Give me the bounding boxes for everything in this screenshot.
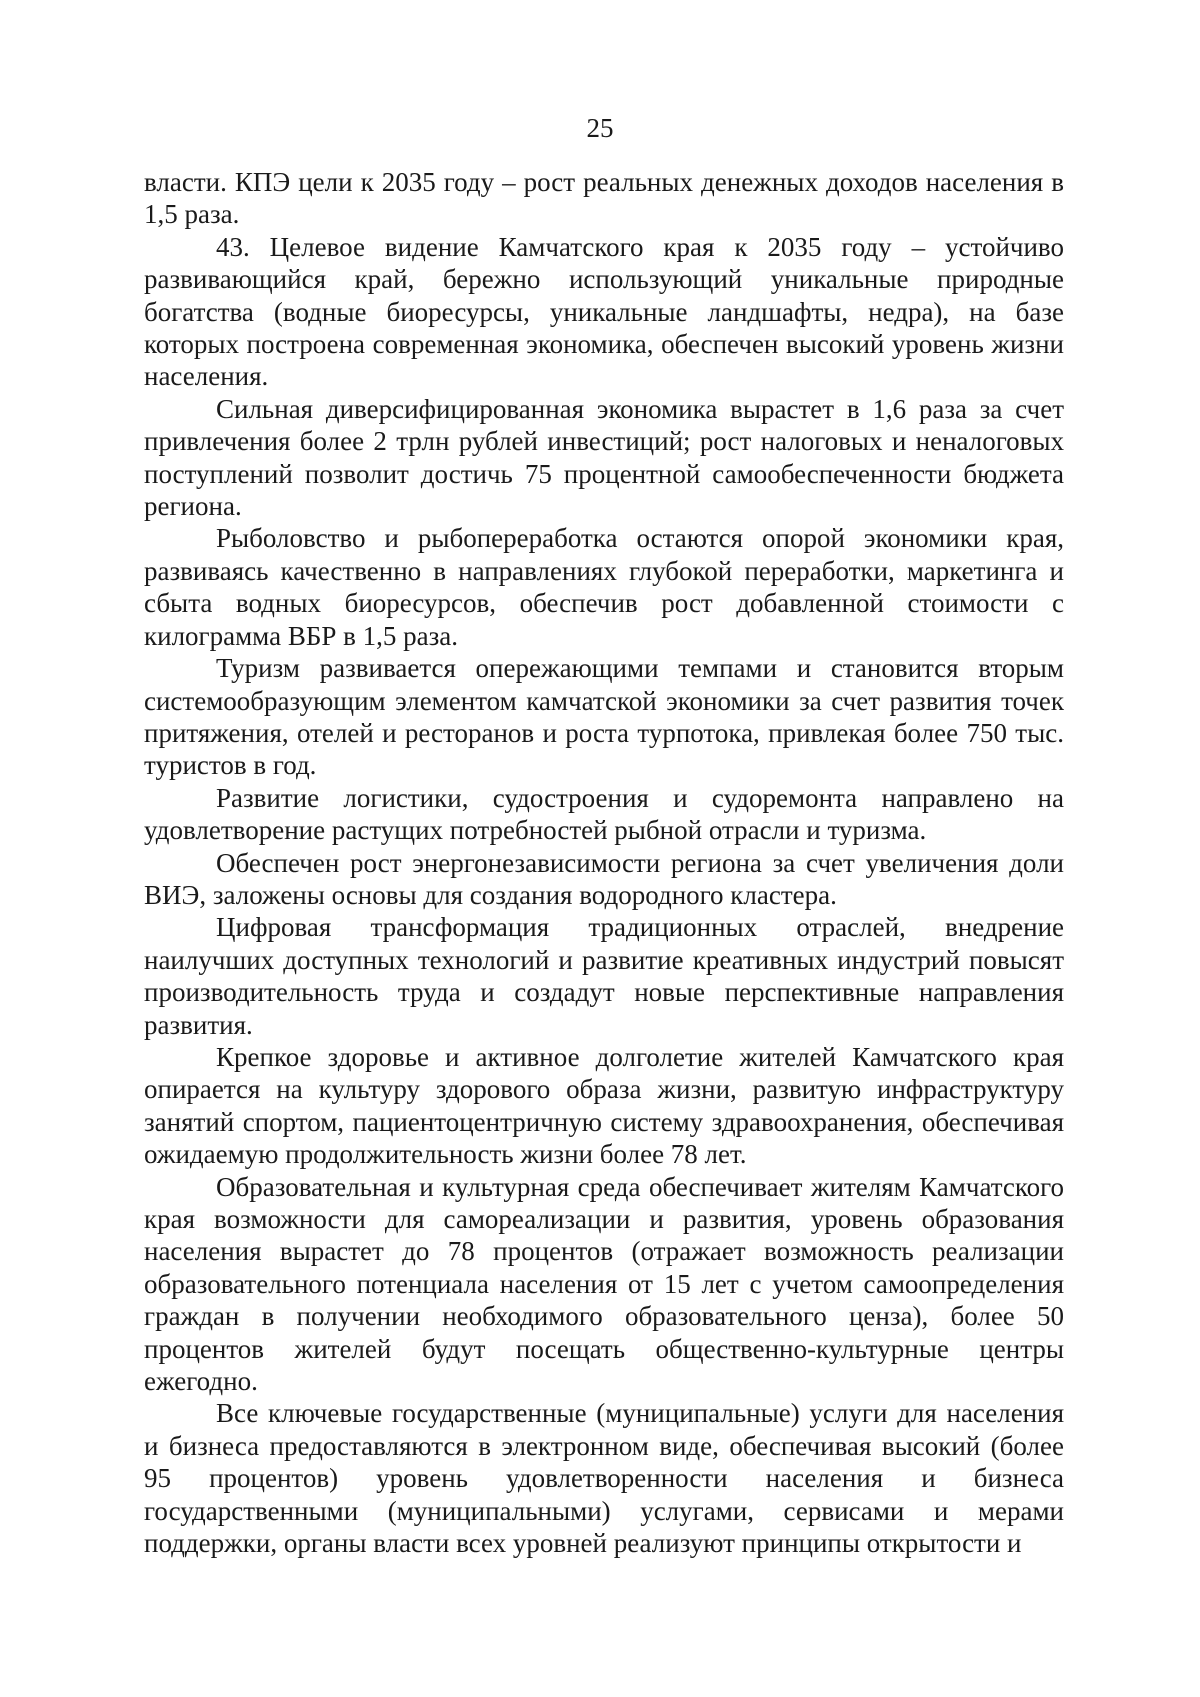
paragraph-education: Образовательная и культурная среда обеспечивает жителям Камчатского края возможности для самореализации и развития, уровень образования населения вырастет до 78 процентов (отражает возможность реализации образовательного потенциала населения от 15 лет с учетом самоопределения граждан в получении необходимого образовательного ценза), более 50 процентов жителей будут посещать общественно-культурные центры ежегодно. [144,1171,1064,1397]
paragraph-economy: Сильная диверсифицированная экономика вырастет в 1,6 раза за счет привлечения более 2 трлн рублей инвестиций; рост налоговых и неналоговых поступлений позволит достичь 75 процентной самообеспеченности бюджета региона. [144,393,1064,522]
page-number: 25 [586,113,614,143]
paragraph-fishery: Рыболовство и рыбопереработка остаются опорой экономики края, развиваясь качественно в направлениях глубокой переработки, маркетинга и сбыта водных биоресурсов, обеспечив рост добавленной стоимости с килограмма ВБР в 1,5 раза. [144,523,1064,651]
paragraph-continuation: власти. КПЭ цели к 2035 году – рост реальных денежных доходов населения в 1,5 раза. [144,167,1064,230]
paragraph-public-services: Все ключевые государственные (муниципальные) услуги для населения и бизнеса предоставляются в электронном виде, обеспечивая высокий (более 95 процентов) уровень удовлетворенности населения и бизнеса государственными (муниципальными) услугами, сервисами и мерами поддержки, органы власти всех уровней реализуют принципы открытости и [144,1398,1064,1559]
paragraph-target-vision: 43. Целевое видение Камчатского края к 2035 году – устойчиво развивающийся край, бережно использующий уникальные природные богатства (водные биоресурсы, уникальные ландшафты, недра), на базе которых построена современная экономика, обеспечен высокий уровень жизни населения. [144,231,1064,392]
paragraph-energy: Обеспечен рост энергонезависимости региона за счет увеличения доли ВИЭ, заложены основы для создания водородного кластера. [144,847,1064,910]
paragraph-logistics: Развитие логистики, судостроения и судоремонта направлено на удовлетворение растущих потребностей рыбной отрасли и туризма. [144,782,1064,846]
paragraph-tourism: Туризм развивается опережающими темпами и становится вторым системообразующим элементом камчатской экономики за счет развития точек притяжения, отелей и ресторанов и роста турпотока, привлекая более 750 тыс. туристов в год. [144,653,1064,781]
body-text [144,166,1064,1559]
paragraph-health: Крепкое здоровье и активное долголетие жителей Камчатского края опирается на культуру здорового образа жизни, развитую инфраструктуру занятий спортом, пациентоцентричную систему здравоохранения, обеспечивая ожидаемую продолжительность жизни более 78 лет. [144,1041,1064,1170]
paragraph-digital: Цифровая трансформация традиционных отраслей, внедрение наилучших доступных технологий и развитие креативных индустрий повысят производительность труда и создадут новые перспективные направления развития. [144,912,1064,1040]
